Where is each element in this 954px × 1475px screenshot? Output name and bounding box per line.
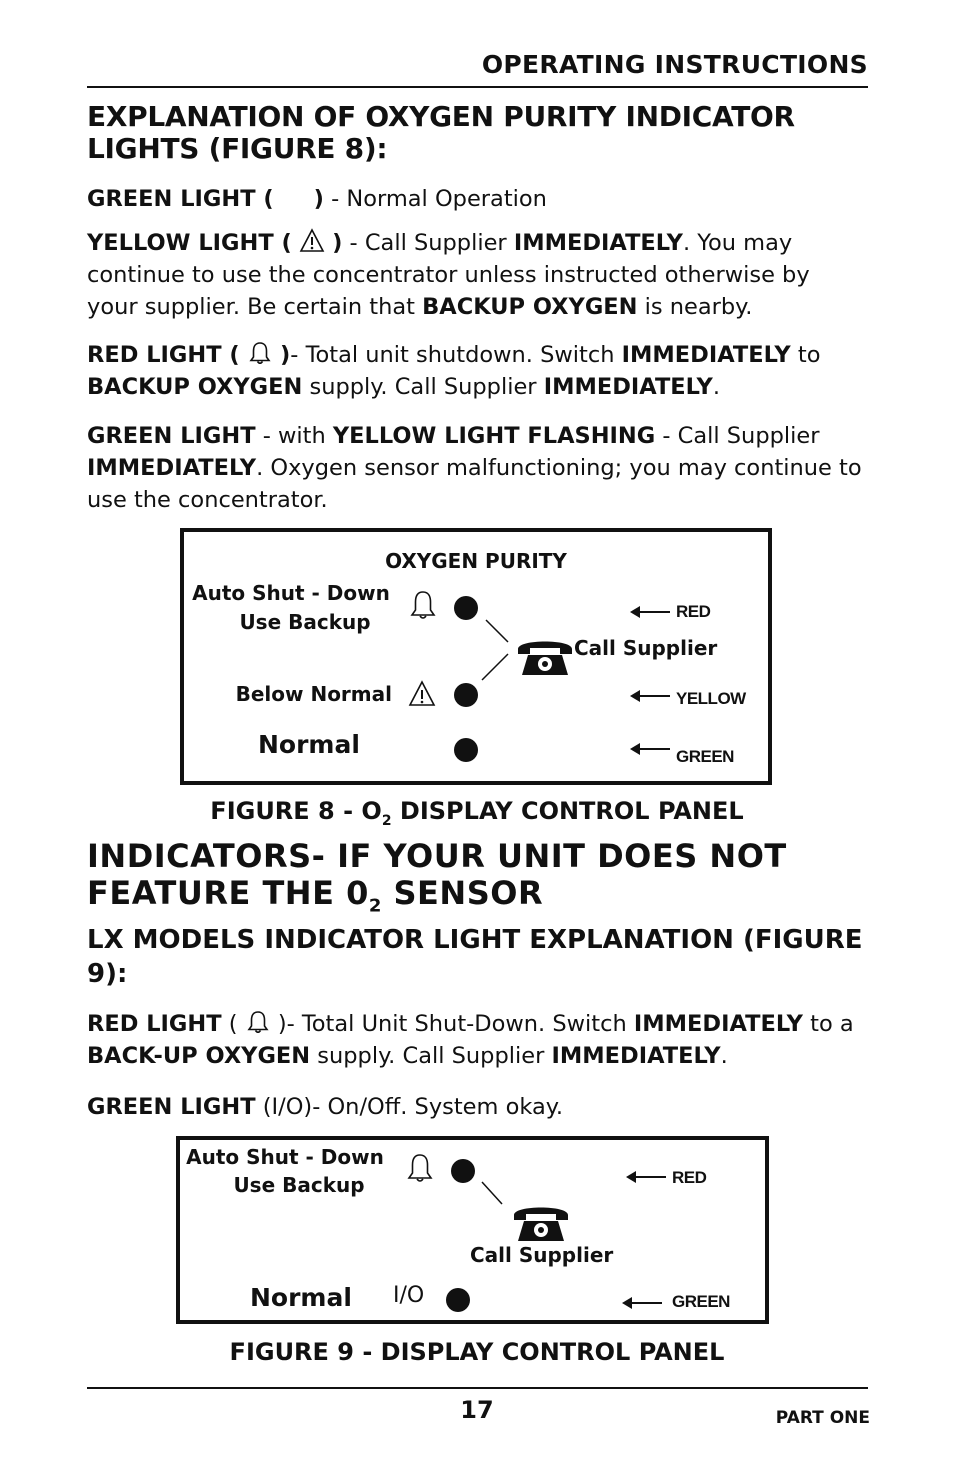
warning-icon bbox=[408, 680, 436, 708]
io-label: I/O bbox=[393, 1283, 425, 1308]
red-bold-2: BACKUP OXYGEN bbox=[87, 374, 303, 400]
yellow-bold-2: BACKUP OXYGEN bbox=[422, 294, 638, 320]
green-indicator-light bbox=[454, 738, 478, 762]
red-text-1: - Total unit shutdown. Switch bbox=[290, 342, 622, 368]
lx-red-light-paragraph bbox=[87, 1008, 862, 1072]
lx-red-text-4: . bbox=[720, 1043, 728, 1069]
section2-title-line2b: SENSOR bbox=[381, 874, 544, 912]
below-normal-label: Below Normal bbox=[235, 682, 392, 706]
yellow-indicator-light bbox=[454, 683, 478, 707]
yellow-arrow bbox=[636, 695, 670, 697]
section1-title: EXPLANATION OF OXYGEN PURITY INDICATOR LIGHTS (FIGURE 8): bbox=[87, 100, 795, 165]
lx-red-label: RED LIGHT bbox=[87, 1011, 222, 1037]
section2-title-line2a: FEATURE THE 0 bbox=[87, 874, 369, 912]
yellow-text-1: - Call Supplier bbox=[342, 230, 514, 256]
yellow-text-2: . You may continue to use the concentrator unless instructed otherwise by your supplier. Be certain that bbox=[87, 230, 810, 320]
section2-subtitle: LX MODELS INDICATOR LIGHT EXPLANATION (FIGURE 9): bbox=[87, 925, 863, 989]
red-bold-1: IMMEDIATELY bbox=[621, 342, 791, 368]
yellow-bold-1: IMMEDIATELY bbox=[513, 230, 683, 256]
bell-icon bbox=[405, 1152, 435, 1184]
red-arrow bbox=[636, 611, 670, 613]
figure8-caption bbox=[0, 797, 954, 829]
warning-icon bbox=[299, 228, 325, 254]
auto-shutdown-label-1: Auto Shut - Down bbox=[192, 581, 390, 605]
call-supplier-label: Call Supplier bbox=[574, 636, 718, 660]
red-text-4: . bbox=[712, 374, 720, 400]
flash-text-3: . Oxygen sensor malfunctioning; you may continue to use the concentrator. bbox=[87, 455, 862, 513]
yellow-label: YELLOW bbox=[676, 689, 746, 708]
normal-label: Normal bbox=[250, 1283, 352, 1312]
header-rule bbox=[87, 86, 868, 88]
flash-bold-2: YELLOW LIGHT FLASHING bbox=[332, 423, 656, 449]
section2-title bbox=[87, 838, 877, 924]
figure9-panel bbox=[176, 1136, 769, 1324]
use-backup-label: Use Backup bbox=[239, 610, 371, 634]
flash-bold-1: GREEN LIGHT bbox=[87, 423, 256, 449]
green-label: GREEN bbox=[672, 1292, 730, 1311]
red-indicator-light bbox=[454, 596, 478, 620]
section2-title-line1: INDICATORS- IF YOUR UNIT DOES NOT bbox=[87, 837, 787, 875]
green-arrow bbox=[628, 1302, 662, 1304]
green-light-text: - Normal Operation bbox=[323, 186, 547, 212]
bell-icon bbox=[245, 1009, 271, 1035]
connector-line bbox=[476, 1176, 510, 1210]
figure8-caption-b: DISPLAY CONTROL PANEL bbox=[391, 797, 744, 825]
red-arrow bbox=[632, 1176, 666, 1178]
lx-red-text-1: - Total Unit Shut-Down. Switch bbox=[286, 1011, 634, 1037]
part-label: PART ONE bbox=[775, 1408, 870, 1428]
yellow-light-close: ) bbox=[332, 230, 343, 256]
lx-red-open: ( bbox=[221, 1011, 238, 1037]
lx-red-bold-2: BACK-UP OXYGEN bbox=[87, 1043, 311, 1069]
green-arrow bbox=[636, 748, 670, 750]
flash-bold-3: IMMEDIATELY bbox=[87, 455, 257, 481]
page-number: 17 bbox=[460, 1396, 494, 1424]
section2-title-sub: 2 bbox=[368, 895, 382, 917]
oxygen-purity-title: OXYGEN PURITY bbox=[385, 549, 567, 573]
auto-shutdown-label-1: Auto Shut - Down bbox=[186, 1145, 384, 1169]
flash-text-1: - with bbox=[255, 423, 333, 449]
yellow-light-paragraph bbox=[87, 227, 862, 323]
bell-icon bbox=[247, 340, 273, 366]
red-label: RED bbox=[672, 1168, 707, 1187]
lx-red-text-3: supply. Call Supplier bbox=[310, 1043, 552, 1069]
red-label: RED bbox=[676, 602, 711, 621]
normal-label: Normal bbox=[258, 730, 360, 759]
footer-rule bbox=[87, 1387, 868, 1389]
green-light-close: ) bbox=[313, 186, 324, 212]
flashing-paragraph bbox=[87, 420, 862, 516]
figure8-caption-sub: 2 bbox=[381, 812, 392, 829]
lx-green-label: GREEN LIGHT bbox=[87, 1094, 256, 1120]
red-light-paragraph bbox=[87, 339, 862, 403]
section2-title-line2 bbox=[87, 875, 877, 924]
lx-green-text: (I/O)- On/Off. System okay. bbox=[255, 1094, 564, 1120]
green-light-label: GREEN LIGHT ( bbox=[87, 186, 274, 212]
lx-red-text-2: to a bbox=[802, 1011, 854, 1037]
lx-red-bold-3: IMMEDIATELY bbox=[551, 1043, 721, 1069]
lx-red-bold-1: IMMEDIATELY bbox=[633, 1011, 803, 1037]
connector-lines bbox=[476, 612, 516, 682]
red-light-label: RED LIGHT ( bbox=[87, 342, 240, 368]
red-bold-3: IMMEDIATELY bbox=[543, 374, 713, 400]
bell-icon bbox=[408, 589, 438, 621]
green-indicator-light bbox=[446, 1288, 470, 1312]
section-header: OPERATING INSTRUCTIONS bbox=[481, 50, 868, 79]
yellow-light-label: YELLOW LIGHT ( bbox=[87, 230, 292, 256]
figure9-caption: FIGURE 9 - DISPLAY CONTROL PANEL bbox=[229, 1338, 725, 1366]
yellow-text-3: is nearby. bbox=[637, 294, 753, 320]
red-light-close: ) bbox=[280, 342, 291, 368]
telephone-icon bbox=[514, 635, 576, 677]
red-indicator-light bbox=[451, 1159, 475, 1183]
figure8-panel bbox=[180, 528, 772, 785]
lx-green-light-paragraph bbox=[87, 1091, 862, 1123]
flash-text-2: - Call Supplier bbox=[655, 423, 820, 449]
red-text-3: supply. Call Supplier bbox=[302, 374, 544, 400]
figure8-caption-a: FIGURE 8 - O bbox=[210, 797, 382, 825]
green-label: GREEN bbox=[676, 747, 734, 766]
green-light-paragraph bbox=[87, 183, 862, 215]
lx-red-close: ) bbox=[277, 1011, 287, 1037]
use-backup-label: Use Backup bbox=[233, 1173, 365, 1197]
telephone-icon bbox=[510, 1201, 572, 1243]
call-supplier-label: Call Supplier bbox=[470, 1243, 614, 1267]
red-text-2: to bbox=[790, 342, 821, 368]
